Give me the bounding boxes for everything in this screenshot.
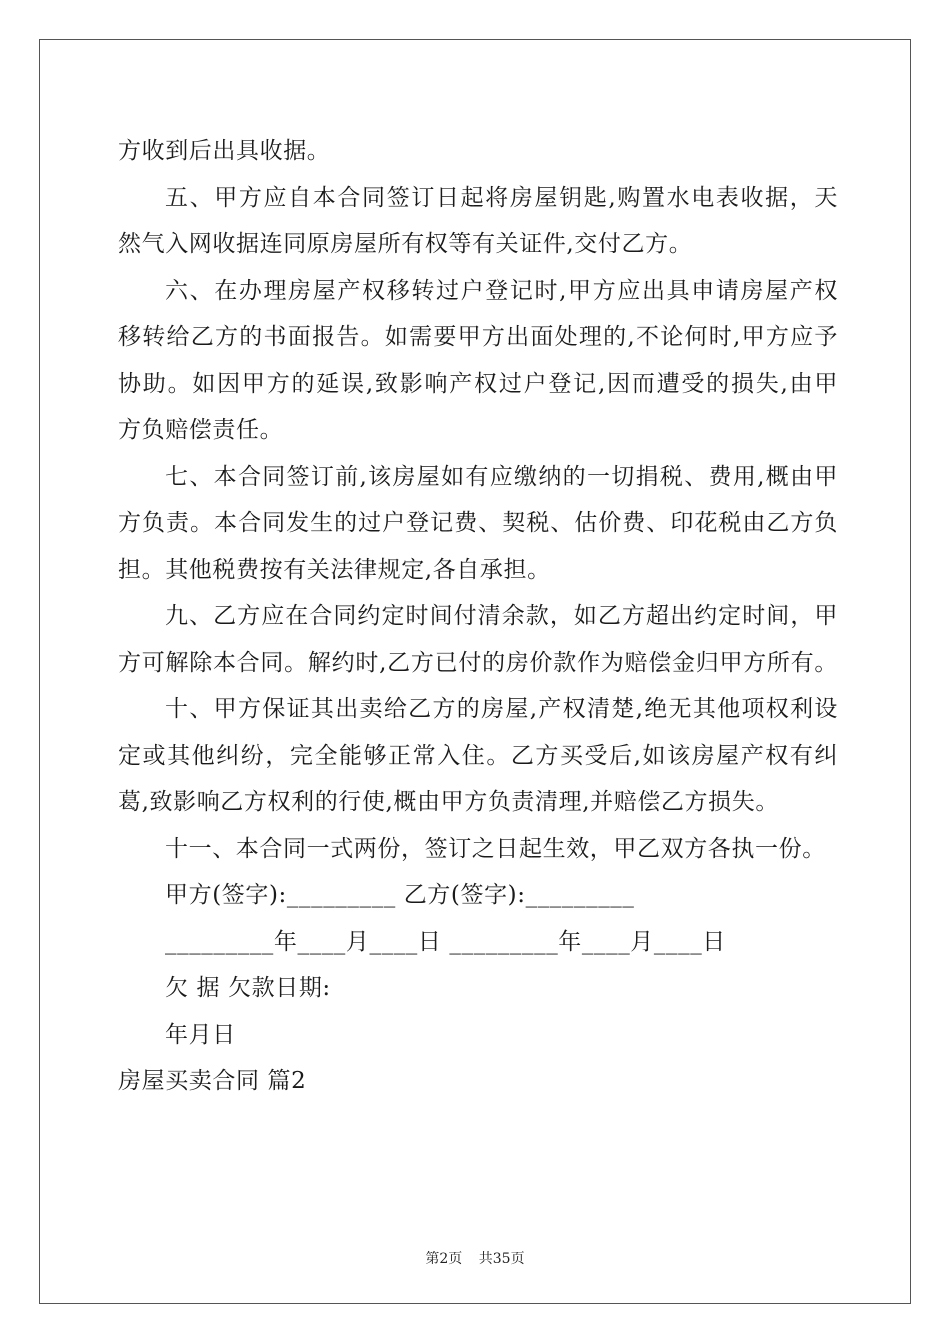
text-line: 五、甲方应自本合同签订日起将房屋钥匙,购置水电表收据，天 — [165, 184, 838, 211]
text-line: 葛,致影响乙方权利的行使,概由甲方负责清理,并赔偿乙方损失。 — [118, 789, 779, 815]
section-heading: 房屋买卖合同 篇2 — [118, 1068, 307, 1094]
text-line: 十、甲方保证其出卖给乙方的房屋,产权清楚,绝无其他项权利设 — [165, 696, 838, 722]
text-line: 然气入网收据连同原房屋所有权等有关证件,交付乙方。 — [118, 231, 693, 257]
document-body — [118, 128, 838, 1105]
text-line: 方负赔偿责任。 — [118, 417, 284, 443]
text-line: 欠 据 欠款日期: — [165, 975, 331, 1001]
text-line: 协助。如因甲方的延误,致影响产权过户登记,因而遭受的损失,由甲 — [118, 370, 838, 397]
page-total: 共35页 — [478, 1251, 525, 1267]
text-line: 七、本合同签订前,该房屋如有应缴纳的一切捐税、费用,概由甲 — [165, 463, 838, 490]
text-line: 九、乙方应在合同约定时间付清余款，如乙方超出约定时间，甲 — [165, 603, 838, 629]
text-line: 移转给乙方的书面报告。如需要甲方出面处理的,不论何时,甲方应予 — [118, 324, 838, 350]
text-line: 六、在办理房屋产权移转过户登记时,甲方应出具申请房屋产权 — [165, 277, 838, 304]
text-line: 十一、本合同一式两份，签订之日起生效，甲乙双方各执一份。 — [165, 835, 826, 862]
signature-line: 甲方(签字):_________ 乙方(签字):_________ — [165, 882, 635, 908]
text-line: 方可解除本合同。解约时,乙方已付的房价款作为赔偿金归甲方所有。 — [118, 649, 838, 676]
text-line: 担。其他税费按有关法律规定,各自承担。 — [118, 556, 551, 583]
date-line: _________年____月____日 _________年____月____日 — [165, 928, 726, 955]
text-line: 定或其他纠纷，完全能够正常入住。乙方买受后,如该房屋产权有纠 — [118, 742, 838, 769]
page-number: 第2页 — [425, 1251, 463, 1267]
text-line: 年月日 — [165, 1021, 236, 1048]
text-line: 方收到后出具收据。 — [118, 138, 331, 164]
page-footer — [0, 1248, 950, 1268]
text-line: 方负责。本合同发生的过户登记费、契税、估价费、印花税由乙方负 — [118, 510, 838, 536]
